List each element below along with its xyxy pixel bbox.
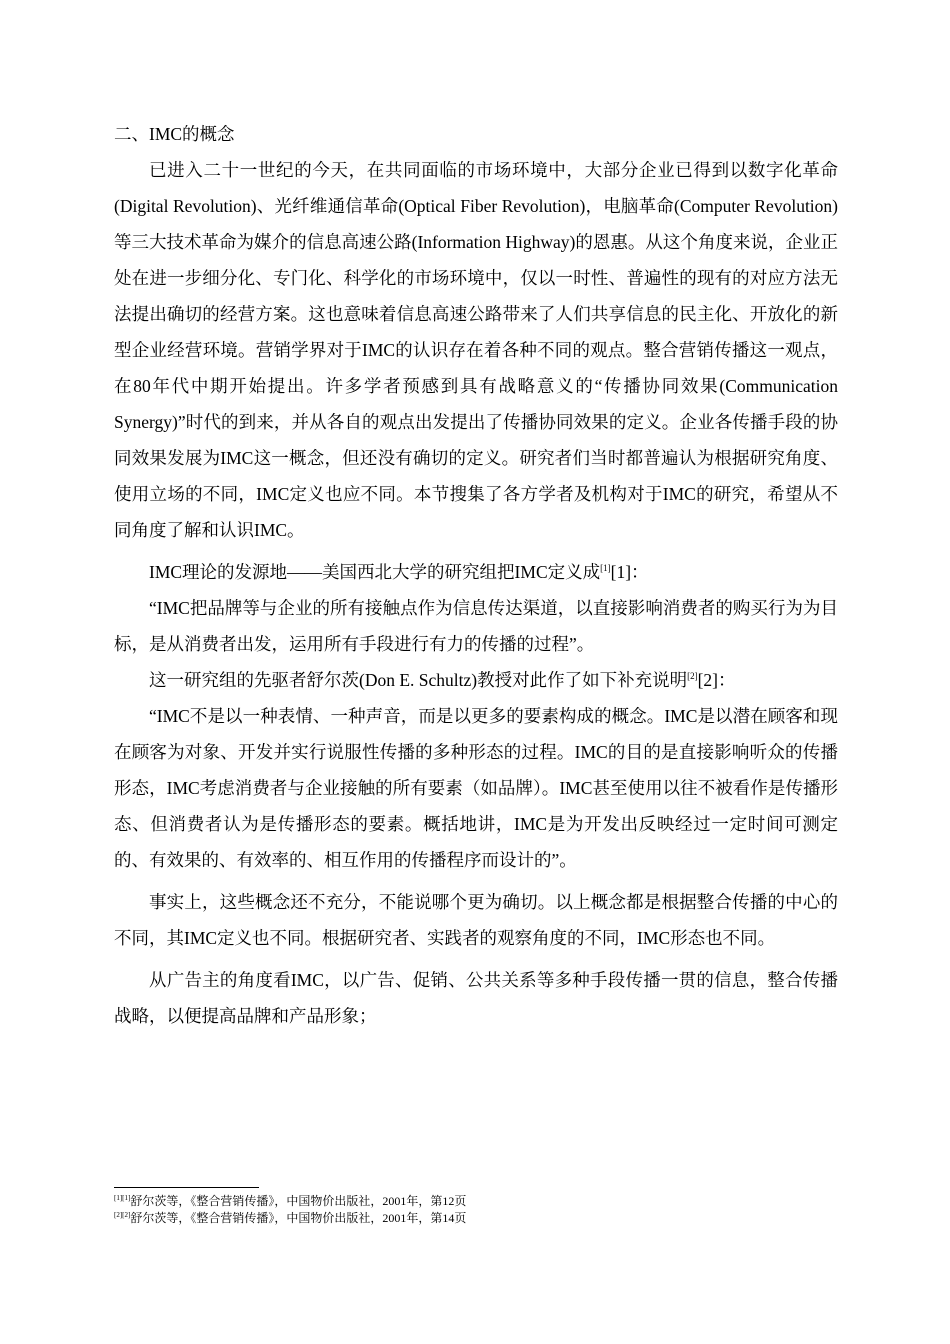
footnote-separator <box>114 1187 259 1188</box>
citation-ref-2: [2]： <box>697 670 736 690</box>
footnote-ref-1[interactable]: [1] <box>600 563 611 574</box>
footnote-1 <box>114 1193 838 1210</box>
paragraph-text: 这一研究组的先驱者舒尔茨(Don E. Schultz)教授对此作了如下补充说明 <box>149 670 688 690</box>
paragraph-northwestern-definition <box>114 554 838 590</box>
paragraph-advertiser-view: 从广告主的角度看IMC，以广告、促销、公共关系等多种手段传播一贯的信息，整合传播战略，以便提高品牌和产品形象； <box>114 970 838 1026</box>
citation-ref-1: [1]： <box>610 562 649 582</box>
paragraph-text: IMC理论的发源地——美国西北大学的研究组把IMC定义成 <box>149 562 601 582</box>
footnote-2 <box>114 1210 838 1227</box>
paragraph-concepts-insufficient: 事实上，这些概念还不充分，不能说哪个更为确切。以上概念都是根据整合传播的中心的不同，其IMC定义也不同。根据研究者、实践者的观察角度的不同，IMC形态也不同。 <box>114 892 838 948</box>
footnote-text: 舒尔茨等，《整合营销传播》，中国物价出版社，2001年，第12页 <box>130 1194 467 1208</box>
quote-northwestern: “IMC把品牌等与企业的所有接触点作为信息传达渠道，以直接影响消费者的购买行为为目标，是从消费者出发，运用所有手段进行有力的传播的过程”。 <box>114 598 838 654</box>
quote-schultz: “IMC不是以一种表情、一种声音，而是以更多的要素构成的概念。IMC是以潜在顾客和现在顾客为对象、开发并实行说服性传播的多种形态的过程。IMC的目的是直接影响听众的传播形态，IMC考虑消费者与企业接触的所有要素（如品牌）。IMC甚至使用以往不被看作是传播形态、但消费者认为是传播形态的要素。概括地讲，IMC是为开发出反映经过一定时间可测定的、有效果的、有效率的、相互作用的传播程序而设计的”。 <box>114 706 838 870</box>
footnote-ref-2[interactable]: [2] <box>687 671 698 682</box>
paragraph-schultz <box>114 662 838 698</box>
paragraph-intro: 已进入二十一世纪的今天，在共同面临的市场环境中，大部分企业已得到以数字化革命(Digital Revolution)、光纤维通信革命(Optical Fiber Revolution)，电脑革命(Computer Revolution)等三大技术革命为媒介的信息高速公路(Information Highway)的恩惠。从这个角度来说，企业正处在进一步细分化、专门化、科学化的市场环境中，仅以一时性、普遍性的现有的对应方法无法提出确切的经营方案。这也意味着信息高速公路带来了人们共享信息的民主化、开放化的新型企业经营环境。营销学界对于IMC的认识存在着各种不同的观点。整合营销传播这一观点，在80年代中期开始提出。许多学者预感到具有战略意义的“传播协同效果(Communication Synergy)”时代的到来，并从各自的观点出发提出了传播协同效果的定义。企业各传播手段的协同效果发展为IMC这一概念，但还没有确切的定义。研究者们当时都普遍认为根据研究角度、使用立场的不同，IMC定义也应不同。本节搜集了各方学者及机构对于IMC的研究，希望从不同角度了解和认识IMC。 <box>114 160 838 540</box>
main-text <box>114 116 838 1034</box>
footnote-marker: [2][2] <box>114 1211 131 1219</box>
footnote-text: 舒尔茨等，《整合营销传播》，中国物价出版社，2001年，第14页 <box>130 1211 467 1225</box>
section-heading: 二、IMC的概念 <box>114 124 235 144</box>
footnotes <box>114 1193 838 1227</box>
footnote-marker: [1][1] <box>114 1194 131 1202</box>
